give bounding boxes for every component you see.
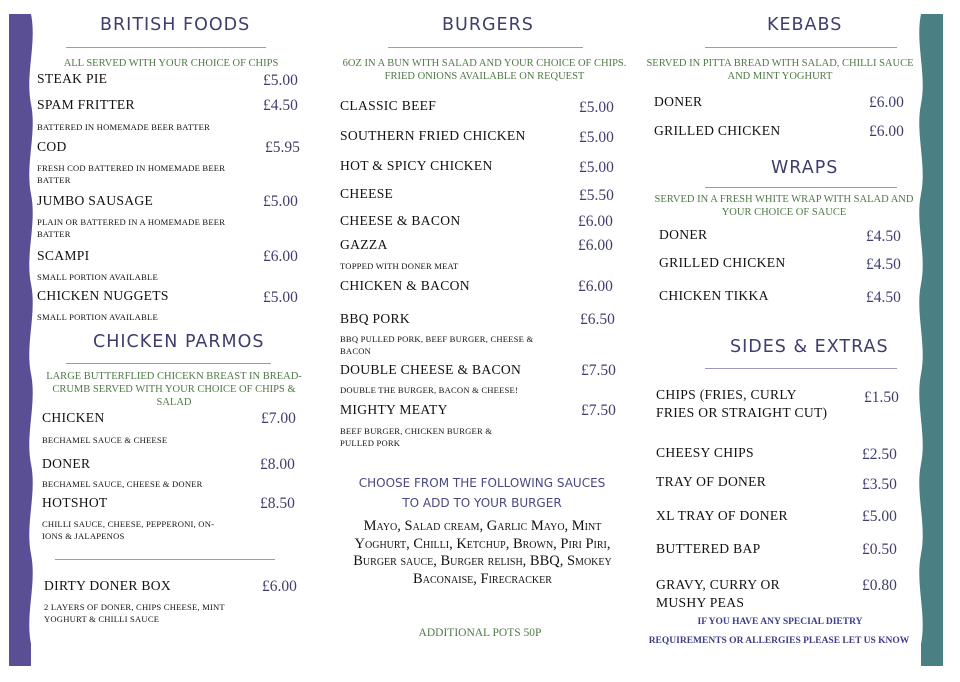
menu-item-name: SCAMPI	[37, 248, 90, 263]
menu-item-name: JUMBO SAUSAGE	[37, 193, 154, 208]
british-foods-heading: BRITISH FOODS	[100, 15, 251, 35]
kebabs-subtitle: SERVED IN PITTA BREAD WITH SALAD, CHILLI SAUCE AND MINT YOGHURT	[646, 58, 914, 82]
menu-item-name: BUTTERED BAP	[656, 541, 761, 556]
menu-item-price: £5.00	[579, 99, 614, 116]
kebabs-heading: KEBABS	[767, 15, 843, 35]
sauces-title: CHOOSE FROM THE FOLLOWING SAUCES TO ADD TO YOUR BURGER	[358, 476, 606, 510]
menu-item-name: BBQ PORK	[340, 311, 411, 326]
divider	[66, 47, 266, 48]
british-foods-subtitle: ALL SERVED WITH YOUR CHOICE OF CHIPS	[63, 58, 279, 69]
menu-item-price: £5.00	[263, 289, 298, 306]
additional-pots-note: ADDITIONAL POTS 50P	[418, 627, 542, 639]
menu-item-description: SMALL PORTION AVAILABLE	[37, 312, 158, 322]
menu-item-description: BECHAMEL SAUCE & CHEESE	[42, 435, 168, 445]
menu-item-name: CHICKEN TIKKA	[659, 288, 769, 303]
menu-item-name: COD	[37, 139, 67, 154]
menu-item-price: £4.50	[263, 97, 298, 114]
menu-item-description: BEEF BURGER, CHICKEN BURGER & PULLED PORK	[340, 426, 493, 448]
divider	[705, 368, 897, 369]
menu-item-price: £6.00	[262, 578, 297, 595]
menu-item-price: £5.95	[265, 139, 300, 156]
menu-item-name: GRAVY, CURRY OR MUSHY PEAS	[656, 577, 780, 610]
menu-item-price: £8.00	[260, 456, 295, 473]
menu-item-price: £5.00	[862, 508, 897, 525]
menu-item-price: £5.00	[263, 193, 298, 210]
menu-item-price: £5.50	[579, 187, 614, 204]
sauces-list: Mayo, Salad cream, Garlic Mayo, Mint Yoghurt, Chilli, Ketchup, Brown, Piri Piri, Burger sauce, Burger relish, BBQ, Smokey Baconaise, Firecracker	[353, 518, 612, 587]
menu-item-name: TRAY OF DONER	[656, 474, 767, 489]
dietary-note-line-2: REQUIREMENTS OR ALLERGIES PLEASE LET US KNOW	[648, 636, 910, 646]
chicken-parmos-heading: CHICKEN PARMOS	[93, 332, 265, 352]
menu-item-price: £5.00	[579, 129, 614, 146]
wraps-heading: WRAPS	[771, 158, 839, 178]
burgers-heading: BURGERS	[442, 15, 534, 35]
dietary-note-line-1: IF YOU HAVE ANY SPECIAL DIETRY	[697, 617, 863, 627]
menu-item-price: £7.00	[261, 410, 296, 427]
menu-item-price: £7.50	[581, 362, 616, 379]
menu-item-name: XL TRAY OF DONER	[656, 508, 788, 523]
menu-item-name: DOUBLE CHEESE & BACON	[340, 362, 522, 377]
menu-item-description: 2 LAYERS OF DONER, CHIPS CHEESE, MINT YOGHURT & CHILLI SAUCE	[44, 602, 225, 624]
menu-item-name: CHEESE & BACON	[340, 213, 461, 228]
menu-item-price: £6.00	[869, 123, 904, 140]
menu-item-description: CHILLI SAUCE, CHEESE, PEPPERONI, ON-IONS & JALAPENOS	[42, 519, 215, 541]
sides-heading: SIDES & EXTRAS	[730, 337, 889, 357]
menu-item-name: CHEESE	[340, 186, 394, 201]
divider	[388, 47, 583, 48]
menu-item-name: CHICKEN	[42, 410, 105, 425]
left-decorative-stripe	[9, 14, 37, 666]
menu-item-price: £7.50	[581, 402, 616, 419]
menu-item-description: BECHAMEL SAUCE, CHEESE & DONER	[42, 479, 203, 489]
menu-item-name: DONER	[654, 94, 703, 109]
menu-item-price: £6.50	[580, 311, 615, 328]
menu-item-name: GRILLED CHICKEN	[654, 123, 781, 138]
menu-item-name: CHICKEN NUGGETS	[37, 288, 169, 303]
menu-item-name: DIRTY DONER BOX	[44, 578, 172, 593]
menu-item-description: TOPPED WITH DONER MEAT	[340, 261, 459, 271]
menu-item-name: SOUTHERN FRIED CHICKEN	[340, 128, 526, 143]
menu-item-price: £6.00	[263, 248, 298, 265]
divider	[705, 187, 897, 188]
divider	[705, 47, 897, 48]
menu-item-price: £5.00	[263, 72, 298, 89]
menu-item-price: £2.50	[862, 446, 897, 463]
right-decorative-stripe	[917, 14, 943, 666]
menu-item-price: £6.00	[869, 94, 904, 111]
divider	[55, 559, 275, 560]
menu-item-name: GRILLED CHICKEN	[659, 255, 786, 270]
menu-item-description: SMALL PORTION AVAILABLE	[37, 272, 158, 282]
menu-item-description: BATTERED IN HOMEMADE BEER BATTER	[37, 122, 211, 132]
menu-item-name: CHIPS (FRIES, CURLY FRIES OR STRAIGHT CUT)	[656, 387, 828, 420]
menu-item-name: CHEESY CHIPS	[656, 445, 754, 460]
wraps-subtitle: SERVED IN A FRESH WHITE WRAP WITH SALAD AND YOUR CHOICE OF SAUCE	[654, 194, 914, 218]
menu-item-description: FRESH COD BATTERED IN HOMEMADE BEER BATTER	[37, 163, 226, 185]
menu-item-description: DOUBLE THE BURGER, BACON & CHEESE!	[340, 385, 519, 395]
menu-item-price: £4.50	[866, 289, 901, 306]
menu-item-name: DONER	[42, 456, 91, 471]
chicken-parmos-subtitle: LARGE BUTTERFLIED CHICEKN BREAST IN BREAD-CRUMB SERVED WITH YOUR CHOICE OF CHIPS & SALAD	[46, 371, 302, 408]
menu-item-name: MIGHTY MEATY	[340, 402, 448, 417]
menu-item-price: £0.50	[862, 541, 897, 558]
burgers-subtitle: 6OZ IN A BUN WITH SALAD AND YOUR CHOICE OF CHIPS. FRIED ONIONS AVAILABLE ON REQUEST	[342, 58, 627, 82]
divider	[66, 363, 271, 364]
menu-item-price: £6.00	[578, 213, 613, 230]
menu-item-price: £1.50	[864, 389, 899, 406]
menu-item-name: GAZZA	[340, 237, 388, 252]
menu-item-name: CLASSIC BEEF	[340, 98, 437, 113]
menu-item-price: £6.00	[578, 278, 613, 295]
menu-item-name: HOTSHOT	[42, 495, 108, 510]
menu-item-name: DONER	[659, 227, 708, 242]
menu-item-price: £5.00	[579, 159, 614, 176]
menu-item-price: £4.50	[866, 228, 901, 245]
menu-item-description: BBQ PULLED PORK, BEEF BURGER, CHEESE & BACON	[340, 334, 534, 356]
menu-item-description: PLAIN OR BATTERED IN A HOMEMADE BEER BATTER	[37, 217, 226, 239]
menu-item-price: £0.80	[862, 577, 897, 594]
menu-item-price: £3.50	[862, 476, 897, 493]
menu-item-price: £4.50	[866, 256, 901, 273]
menu-item-price: £8.50	[260, 495, 295, 512]
menu-item-price: £6.00	[578, 237, 613, 254]
menu-item-name: STEAK PIE	[37, 71, 108, 86]
menu-item-name: HOT & SPICY CHICKEN	[340, 158, 493, 173]
menu-item-name: SPAM FRITTER	[37, 97, 135, 112]
menu-item-name: CHICKEN & BACON	[340, 278, 470, 293]
